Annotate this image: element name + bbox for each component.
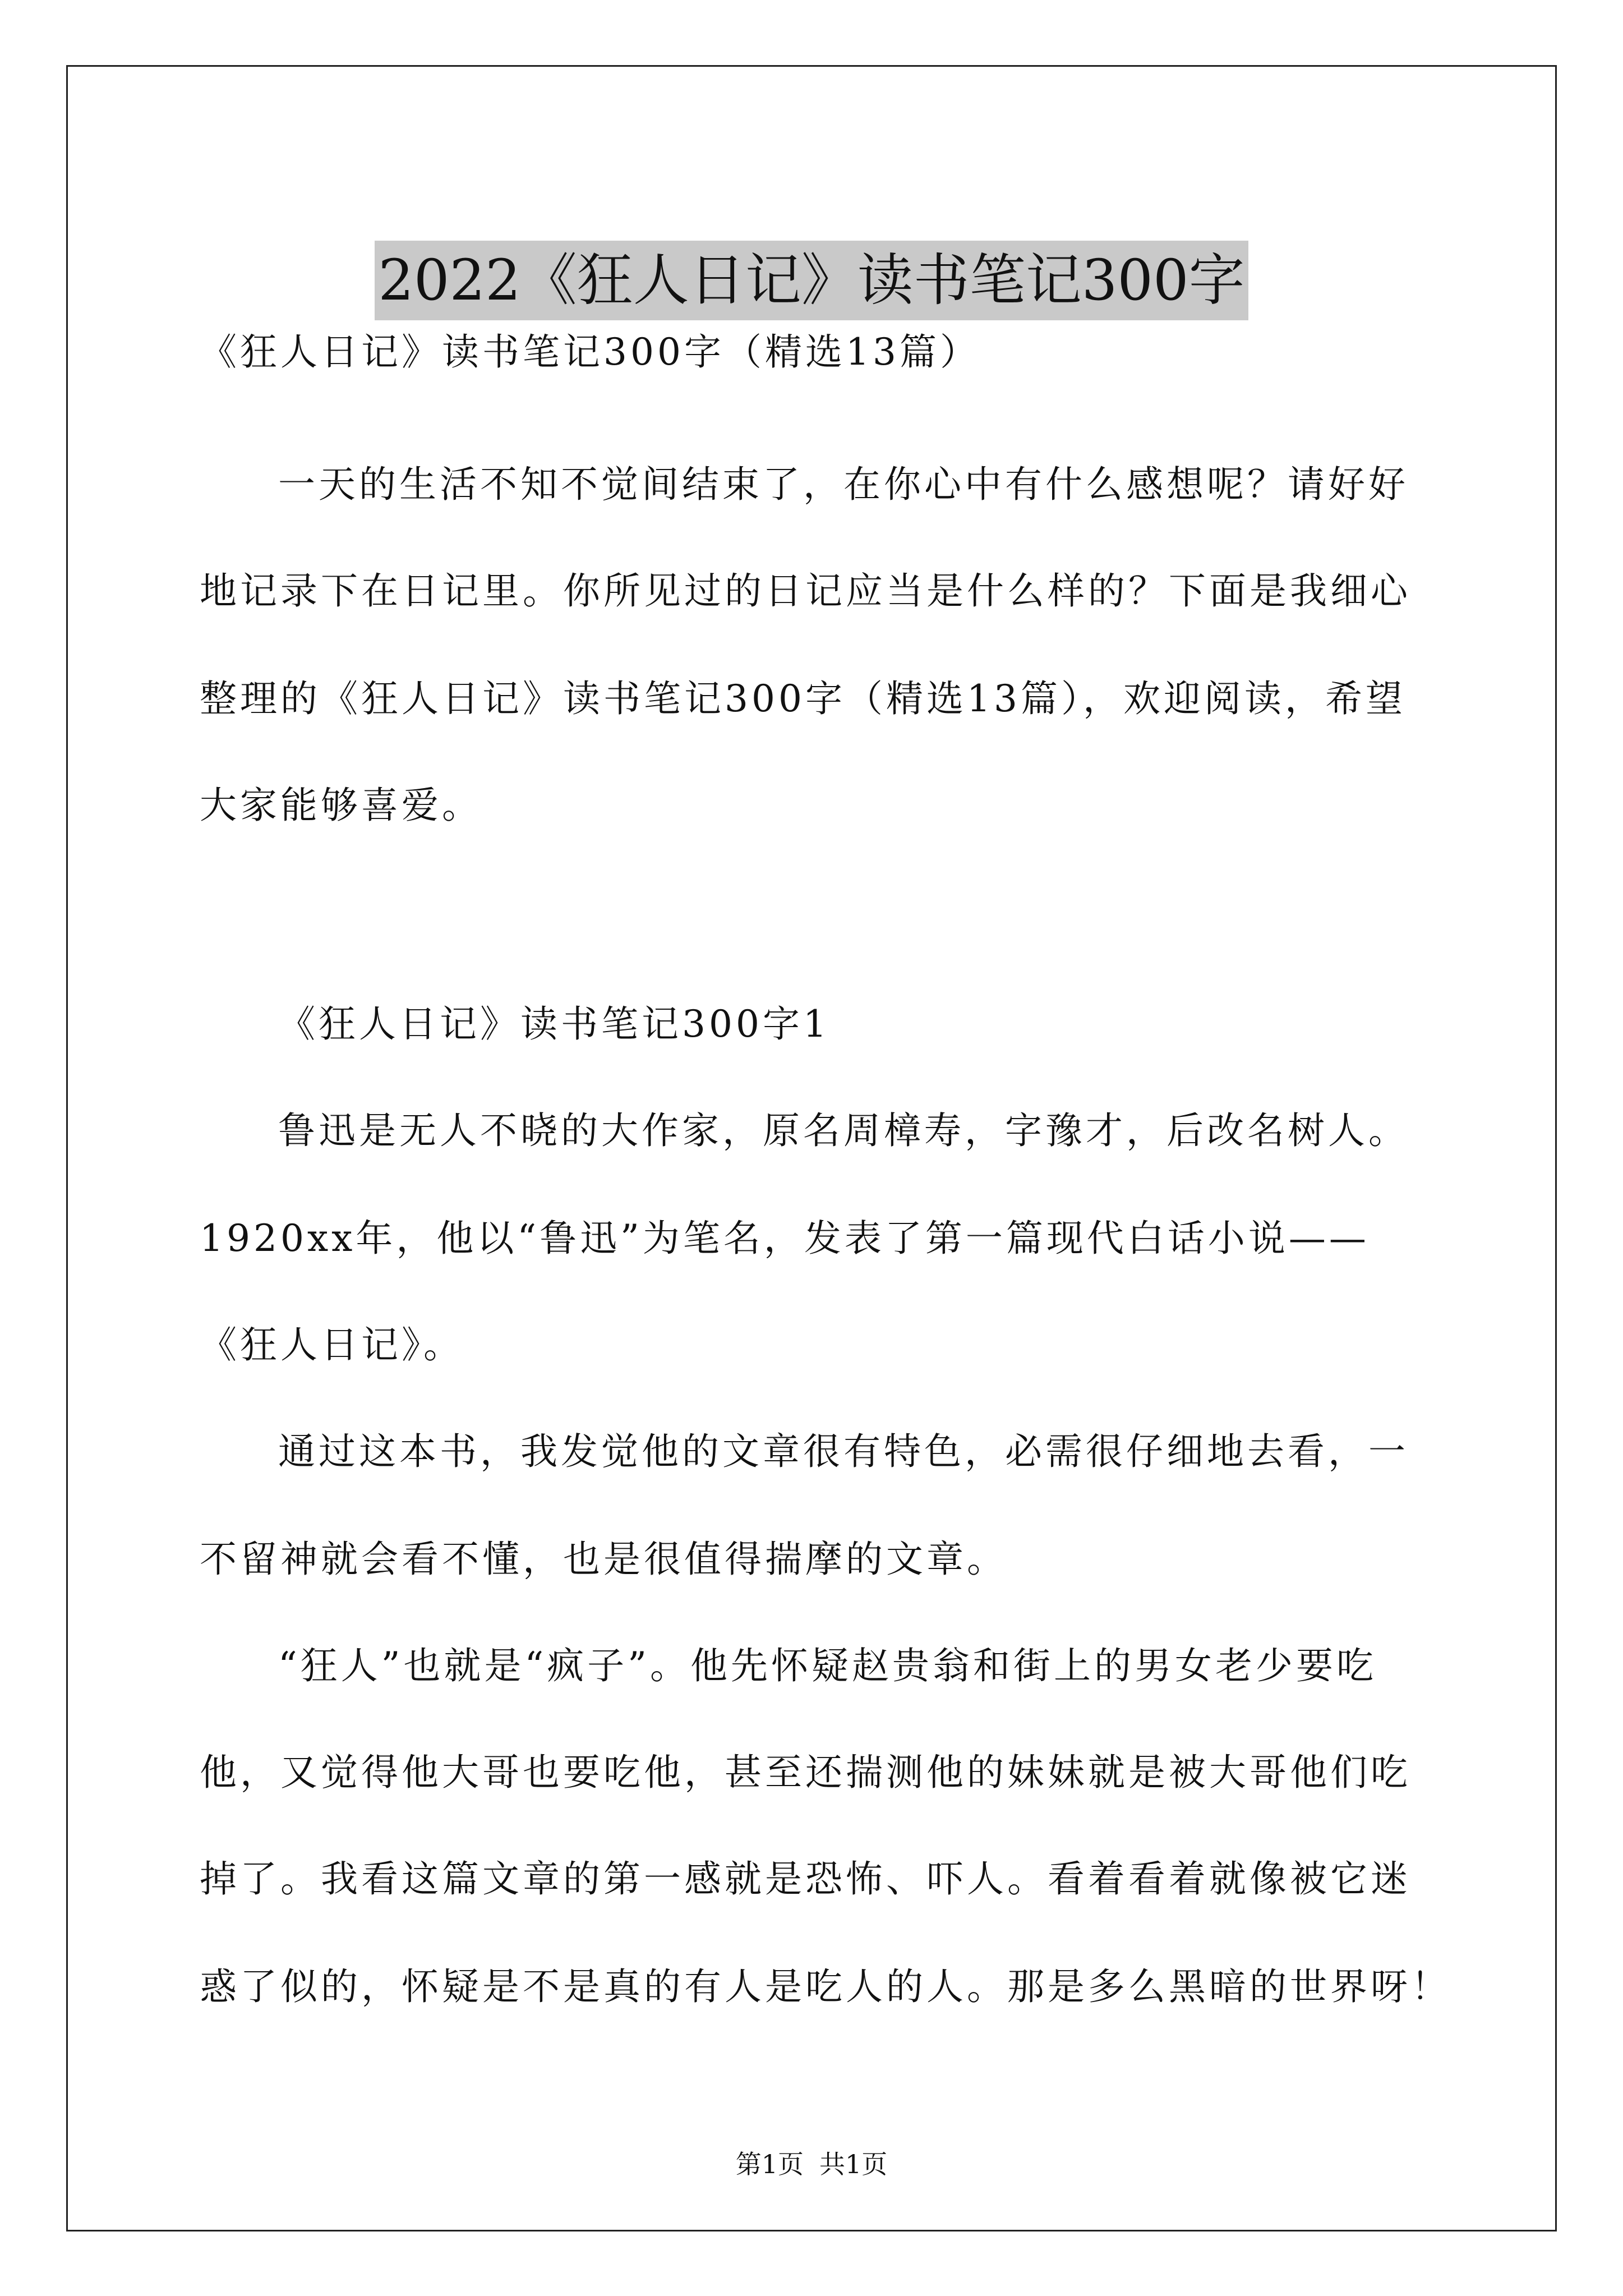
document-title: 2022《狂人日记》读书笔记300字	[375, 241, 1248, 320]
section-heading: 《狂人日记》读书笔记300字1	[278, 1002, 830, 1046]
page-footer	[0, 2147, 1623, 2181]
body-line-1: 鲁迅是无人不晓的大作家，原名周樟寿，字豫才，后改名树人。	[278, 1109, 1409, 1152]
body-line-5: 不留神就会看不懂，也是很值得揣摩的文章。	[200, 1538, 1007, 1581]
page-total: 共1页	[819, 2149, 888, 2179]
body-line-2: 1920xx年，他以“鲁迅”为笔名，发表了第一篇现代白话小说——	[200, 1217, 1370, 1260]
intro-line-3: 整理的《狂人日记》读书笔记300字（精选13篇），欢迎阅读，希望	[200, 677, 1406, 720]
page-number: 第1页	[735, 2149, 804, 2179]
intro-line-2: 地记录下在日记里。你所见过的日记应当是什么样的？下面是我细心	[200, 569, 1411, 613]
body-line-4: 通过这本书，我发觉他的文章很有特色，必需很仔细地去看，一	[278, 1430, 1409, 1473]
body-line-6: “狂人”也就是“疯子”。他先怀疑赵贵翁和街上的男女老少要吃	[278, 1644, 1377, 1687]
body-line-7: 他，又觉得他大哥也要吃他，甚至还揣测他的妹妹就是被大哥他们吃	[200, 1751, 1411, 1794]
body-line-8: 掉了。我看这篇文章的第一感就是恐怖、吓人。看着看着就像被它迷	[200, 1857, 1411, 1901]
intro-line-4: 大家能够喜爱。	[200, 784, 482, 827]
intro-line-1: 一天的生活不知不觉间结束了，在你心中有什么感想呢？请好好	[278, 463, 1409, 506]
body-line-9: 惑了似的，怀疑是不是真的有人是吃人的人。那是多么黑暗的世界呀！	[200, 1965, 1451, 2008]
subtitle: 《狂人日记》读书笔记300字（精选13篇）	[200, 330, 980, 374]
body-line-3: 《狂人日记》。	[200, 1323, 464, 1366]
